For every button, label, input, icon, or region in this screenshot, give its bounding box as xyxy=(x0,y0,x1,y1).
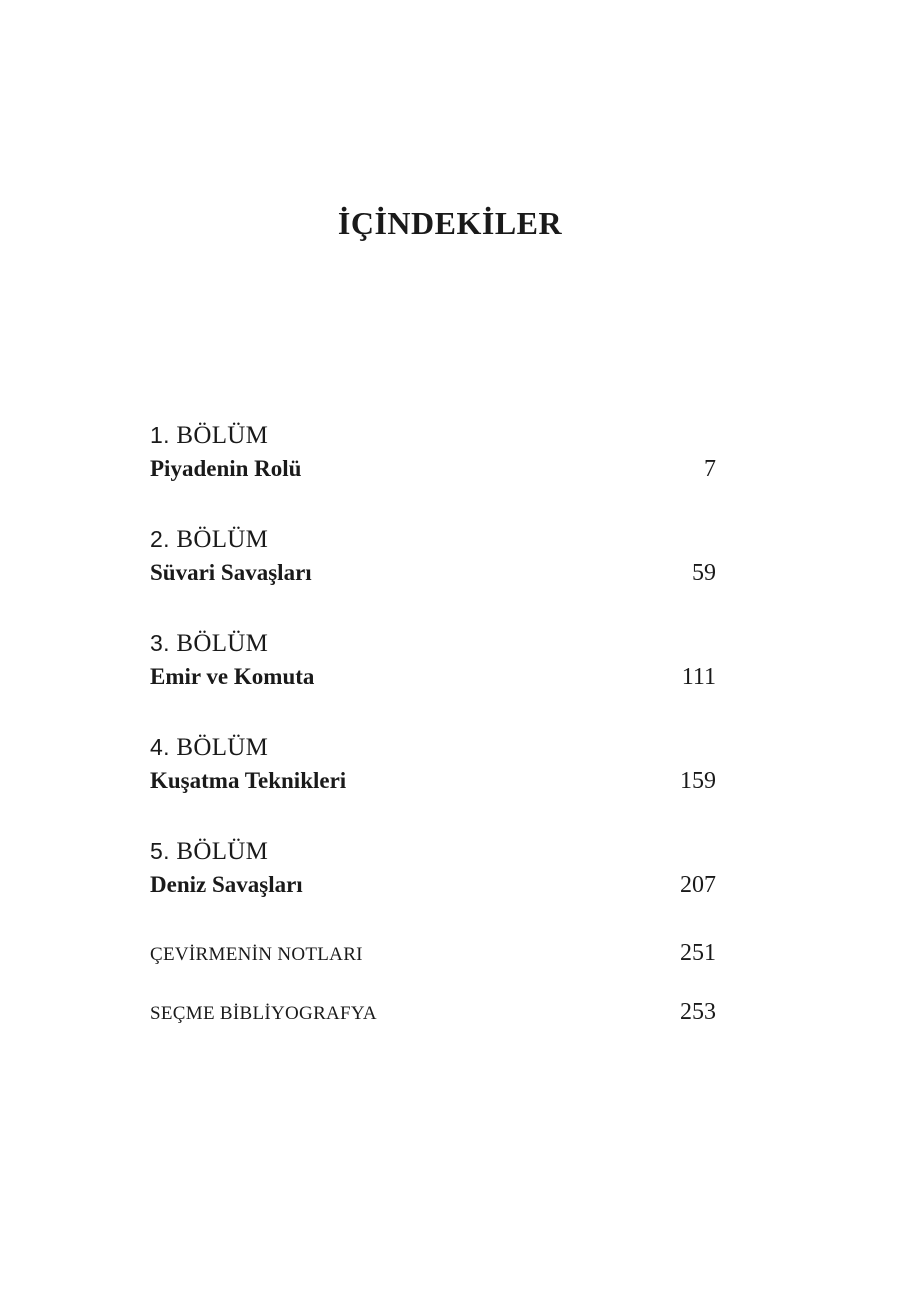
chapter-word: BÖLÜM xyxy=(176,526,269,553)
page-number: 7 xyxy=(704,456,716,482)
chapter-title: Süvari Savaşları xyxy=(150,560,312,585)
backmatter-title: SEÇME BİBLİYOGRAFYA xyxy=(150,1003,377,1024)
chapter-number: 4. xyxy=(150,734,170,760)
page-number: 59 xyxy=(692,560,716,586)
toc-backmatter-entry[interactable] xyxy=(150,999,716,1026)
page-number: 159 xyxy=(680,768,716,794)
page-number: 251 xyxy=(680,940,716,966)
toc-chapter-entry[interactable] xyxy=(150,628,716,694)
backmatter-title: ÇEVİRMENİN NOTLARI xyxy=(150,944,363,965)
chapter-label xyxy=(150,628,716,658)
chapter-line xyxy=(150,560,716,590)
chapter-title: Kuşatma Teknikleri xyxy=(150,768,347,793)
chapter-word: BÖLÜM xyxy=(176,422,269,449)
toc-chapter-entry[interactable] xyxy=(150,420,716,486)
chapter-title: Piyadenin Rolü xyxy=(150,456,302,481)
chapter-number: 2. xyxy=(150,526,170,552)
chapter-word: BÖLÜM xyxy=(176,838,269,865)
chapter-title: Emir ve Komuta xyxy=(150,664,315,689)
chapter-title: Deniz Savaşları xyxy=(150,872,303,897)
toc-chapter-entry[interactable] xyxy=(150,732,716,798)
page-title: İÇİNDEKİLER xyxy=(337,205,563,241)
toc-chapter-entry[interactable] xyxy=(150,836,716,902)
chapter-label xyxy=(150,836,716,866)
chapter-number: 1. xyxy=(150,422,170,448)
chapter-word: BÖLÜM xyxy=(176,630,269,657)
chapter-line xyxy=(150,872,716,902)
chapter-label xyxy=(150,732,716,762)
chapter-label xyxy=(150,420,716,450)
chapter-number: 3. xyxy=(150,630,170,656)
chapter-line xyxy=(150,768,716,798)
chapter-line xyxy=(150,456,716,486)
chapter-label xyxy=(150,524,716,554)
page-number: 207 xyxy=(680,872,716,898)
page-number: 253 xyxy=(680,999,716,1025)
page-number: 111 xyxy=(681,664,716,690)
chapter-line xyxy=(150,664,716,694)
toc-backmatter-entry[interactable] xyxy=(150,940,716,967)
toc-chapter-entry[interactable] xyxy=(150,524,716,590)
chapter-word: BÖLÜM xyxy=(176,734,269,761)
chapter-number: 5. xyxy=(150,838,170,864)
